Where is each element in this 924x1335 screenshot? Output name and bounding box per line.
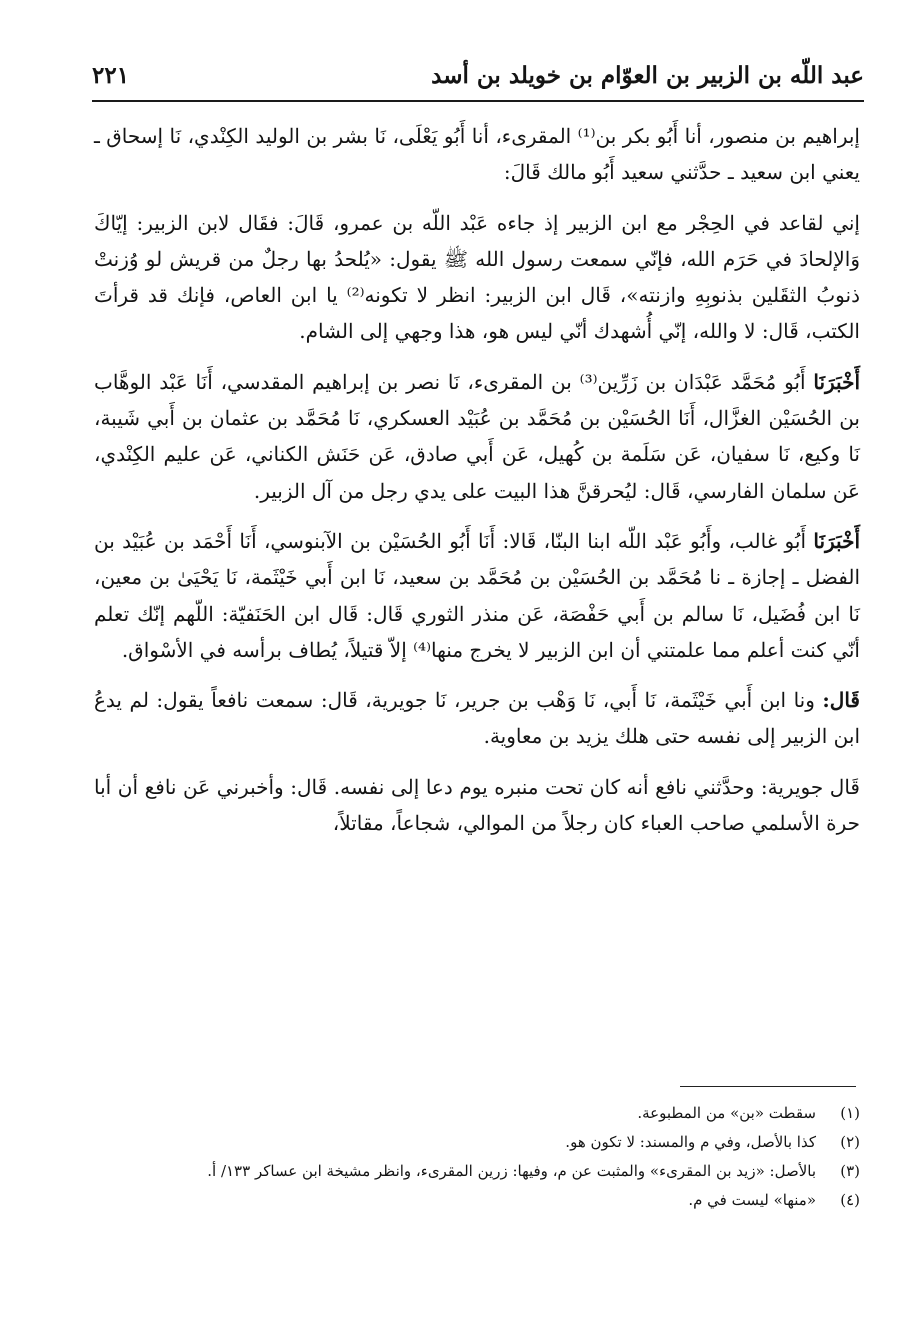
footnotes — [94, 1100, 860, 1216]
main-text — [94, 118, 860, 855]
paragraph-text: إني لقاعد في الحِجْر مع ابن الزبير إذ جاءه عَبْد اللّه بن عمرو، قَالَ: فقَال لابن الزبير: إيّاكَ وَالإلحادَ في حَرَم الله، فإنّي سمعت رسول الله ﷺ يقول: «يُلحدُ بها رجلٌ من قريش لو وُزنتْ ذنوبُ الثقَلين بذنوبِهِ وازنته»، قَال ابن الزبير: انظر لا تكونه⁽²⁾ يا ابن العاص، فإنك قد قرأتَ الكتب، قَال: لا والله، إنّي أُشهدك أنّي ليس هو، هذا وجهي إلى الشام. — [94, 210, 860, 344]
paragraph-lead: أَخْبَرَنَا — [813, 369, 860, 394]
footnote-separator — [680, 1086, 856, 1087]
paragraph — [94, 364, 860, 509]
page-header — [92, 62, 864, 96]
paragraph-text: أَبُو غالب، وأَبُو عَبْد اللّه ابنا البنّا، قَالا: أَنَا أَبُو الحُسَيْن بن الآبنوسي، أَنَا أَحْمَد بن عُبَيْد بن الفضل ـ إجازة ـ نا مُحَمَّد بن الحُسَيْن بن مُحَمَّد بن سعيد، نَا ابن أَبي خَيْثَمة، نَا يَحْيَىٰ بن معين، نَا ابن فُضَيل، نَا سالم بن أَبي حَفْصَة، عَن منذر الثوري قَال: قَال ابن الحَنَفيّة: اللّهم إنّك تعلم أنّي كنت أعلم مما علمتني أن ابن الزبير لا يخرج منها⁽⁴⁾ إلاّ قتيلاً، يُطاف برأسه في الأسْواق. — [94, 528, 860, 662]
footnote-text: سقطت «بن» من المطبوعة. — [637, 1104, 816, 1122]
footnote-text: بالأصل: «زيد بن المقرىء» والمثبت عن م، وفيها: زرين المقرىء، وانظر مشيخة ابن عساكر ١٣٣/ أ. — [207, 1162, 816, 1180]
footnote — [94, 1158, 860, 1184]
paragraph — [94, 682, 860, 755]
page-number: ٢٢١ — [92, 62, 130, 89]
header-rule — [92, 100, 864, 102]
paragraph — [94, 769, 860, 842]
footnote — [94, 1129, 860, 1155]
paragraph-lead: قَال: — [822, 688, 860, 713]
paragraph-text: أَبُو مُحَمَّد عَبْدَان بن زَرِّين⁽³⁾ بن المقرىء، نَا نصر بن إبراهيم المقدسي، أَنَا عَبْد الوهَّاب بن الحُسَيْن الغزَّال، أَنَا الحُسَيْن بن مُحَمَّد بن عُبَيْد العسكري، نَا مُحَمَّد بن عثمان بن أَبي شَيبة، نَا وكيع، نَا سفيان، عَن سَلَمة بن كُهيل، عَن أَبي صادق، عَن حَنَش الكناني، عَن عليم الكِنْدي، عَن سلمان الفارسي، قَال: ليُحرقنَّ هذا البيت على يدي رجل من آل الزبير. — [94, 369, 860, 503]
footnote-number: (٢) — [840, 1133, 860, 1151]
footnote-number: (٤) — [840, 1191, 860, 1209]
paragraph-text: قَال جويرية: وحدَّثني نافع أنه كان تحت منبره يوم دعا إلى نفسه. قَال: وأخبرني عَن نافع أن أبا حرة الأسلمي صاحب العباء كان رجلاً من الموالي، شجاعاً، مقاتلاً، — [94, 774, 860, 836]
footnote-number: (٣) — [840, 1162, 860, 1180]
footnote-number: (١) — [840, 1104, 860, 1122]
running-title: عبد اللّه بن الزبير بن العوّام بن خويلد بن أسد — [431, 62, 864, 89]
paragraph-text: ونا ابن أَبي خَيْثَمة، نَا أَبي، نَا وَهْب بن جرير، نَا جويرية، قَال: سمعت نافعاً يقول: لم يدعُ ابن الزبير إلى نفسه حتى هلك يزيد بن معاوية. — [94, 688, 860, 749]
paragraph-text: إبراهيم بن منصور، أنا أَبُو بكر بن⁽¹⁾ المقرىء، أنا أَبُو يَعْلَى، نَا بشر بن الوليد الكِنْدي، نَا إسحاق ـ يعني ابن سعيد ـ حدَّثني سعيد أَبُو مالك قَالَ: — [94, 124, 860, 185]
paragraph — [94, 523, 860, 668]
footnote — [94, 1187, 860, 1213]
footnote-text: «منها» ليست في م. — [688, 1191, 816, 1209]
paragraph — [94, 118, 860, 191]
footnote-text: كذا بالأصل، وفي م والمسند: لا تكون هو. — [565, 1133, 816, 1151]
footnote — [94, 1100, 860, 1126]
paragraph-lead: أَخْبَرَنَا — [813, 528, 860, 553]
paragraph — [94, 205, 860, 350]
